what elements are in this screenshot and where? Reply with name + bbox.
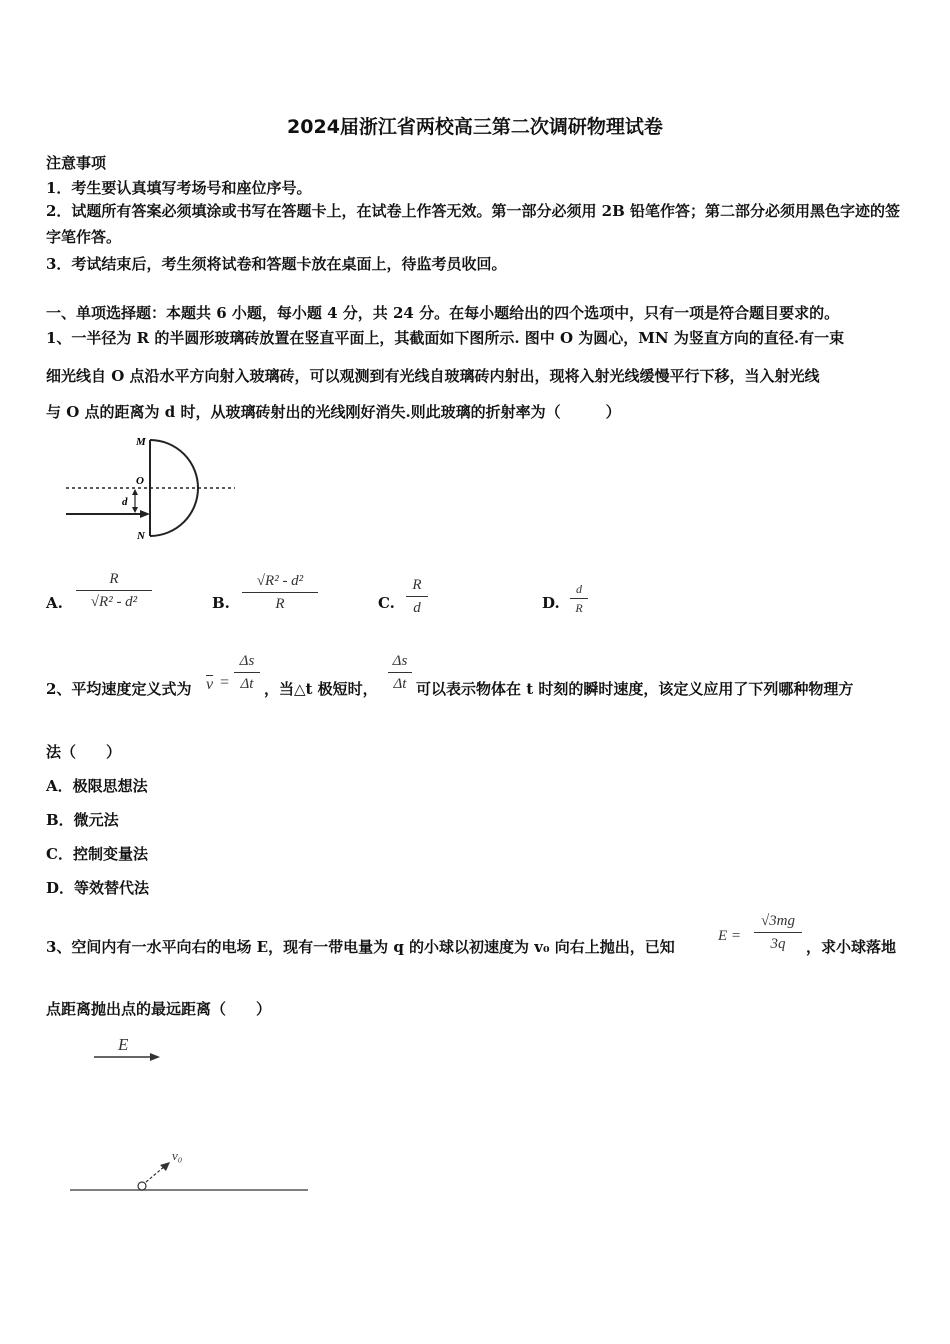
notice-item-1: 1．考生要认真填写考场号和座位序号。	[46, 179, 312, 197]
q2-f2-num: Δs	[392, 653, 408, 669]
q2-middle: ，当△t 极短时，	[264, 680, 378, 698]
q1-option-b-den: R	[275, 596, 285, 612]
q2-prefix: 2、平均速度定义式为	[46, 680, 192, 698]
q3-eq-num: √3mg	[760, 913, 796, 929]
q1-option-c-num: R	[412, 577, 422, 593]
q3-eq-den: 3q	[770, 936, 786, 952]
q3-fraction	[754, 912, 802, 953]
q3-eq-lhs: E =	[718, 928, 742, 944]
q1-option-a-fraction	[76, 570, 152, 611]
q1-option-a-label: A.	[46, 594, 63, 612]
q3-line2: 点距离抛出点的最远距离（ ）	[46, 1000, 272, 1018]
q1-option-d-den: R	[575, 601, 583, 615]
label-v0: v₀	[172, 1148, 183, 1163]
q2-option-b: B．微元法	[46, 811, 119, 829]
q2-option-d: D．等效替代法	[46, 879, 150, 897]
notice-item-2: 2．试题所有答案必须填涂或书写在答题卡上，在试卷上作答无效。第一部分必须用 2B 铅笔作答；第二部分必须用黑色字迹的签字笔作答。	[46, 202, 901, 246]
q1-option-c-fraction	[406, 576, 428, 617]
q2-fraction-1	[234, 652, 260, 693]
q3-launch-figure	[62, 1140, 314, 1200]
q2-suffix: 可以表示物体在 t 时刻的瞬时速度，该定义应用了下列哪种物理方	[416, 680, 854, 698]
ball-icon	[138, 1182, 146, 1190]
velocity-arrow-icon	[160, 1162, 170, 1171]
q1-option-b-fraction	[242, 572, 318, 613]
ray-arrow-icon	[140, 510, 150, 518]
q1-option-c-den: d	[413, 600, 421, 616]
notice-item-3: 3．考试结束后，考生须将试卷和答题卡放在桌面上，待监考员收回。	[46, 255, 507, 273]
q2-f1-den: Δt	[240, 676, 254, 692]
field-arrow-icon	[150, 1053, 160, 1061]
q1-text-line3: 与 O 点的距离为 d 时，从玻璃砖射出的光线刚好消失.则此玻璃的折射率为（ ）	[46, 403, 621, 421]
distance-arrow-down-icon	[132, 507, 138, 513]
q2-f1-num: Δs	[239, 653, 255, 669]
q1-text-line2: 细光线自 O 点沿水平方向射入玻璃砖，可以观测到有光线自玻璃砖内射出，现将入射光线缓慢平行下移，当入射光线	[46, 367, 820, 385]
label-N: N	[137, 530, 145, 542]
q1-option-a-num: R	[109, 571, 119, 587]
label-d: d	[122, 496, 128, 508]
q2-equals: =	[220, 674, 230, 691]
velocity-line	[146, 1166, 165, 1182]
q2-option-a: A．极限思想法	[46, 777, 148, 795]
q1-option-b-num: √R² - d²	[256, 573, 304, 589]
label-E: E	[118, 1035, 129, 1054]
q3-field-figure	[88, 1030, 168, 1066]
q1-option-d-label: D.	[542, 594, 560, 612]
notice-heading: 注意事项	[46, 154, 107, 172]
q2-option-c: C．控制变量法	[46, 845, 148, 863]
q1-figure	[60, 432, 250, 547]
label-M: M	[136, 436, 146, 448]
page-title: 2024届浙江省两校高三第二次调研物理试卷	[287, 116, 663, 138]
q1-option-a-den: √R² - d²	[90, 594, 138, 610]
q1-option-d-fraction	[570, 582, 588, 615]
q1-option-c-label: C.	[378, 594, 395, 612]
q2-v-bar: $\overline{v}$	[206, 676, 214, 693]
distance-arrow-up-icon	[132, 489, 138, 495]
q3-suffix: ，求小球落地	[806, 938, 897, 956]
label-O: O	[136, 475, 144, 487]
q1-text-line1: 1、一半径为 R 的半圆形玻璃砖放置在竖直平面上，其截面如下图所示. 图中 O 为圆心，MN 为竖直方向的直径.有一束	[46, 329, 845, 347]
q2-line2: 法（ ）	[46, 743, 122, 761]
q2-fraction-2	[388, 652, 412, 693]
q1-option-d-num: d	[576, 582, 582, 596]
q1-option-b-label: B.	[212, 594, 230, 612]
q2-f2-den: Δt	[393, 676, 407, 692]
q3-prefix: 3、空间内有一水平向右的电场 E，现有一带电量为 q 的小球以初速度为 v₀ 向右上抛出，已知	[46, 938, 675, 956]
section-heading: 一、单项选择题：本题共 6 小题，每小题 4 分，共 24 分。在每小题给出的四个选项中，只有一项是符合题目要求的。	[46, 304, 840, 322]
